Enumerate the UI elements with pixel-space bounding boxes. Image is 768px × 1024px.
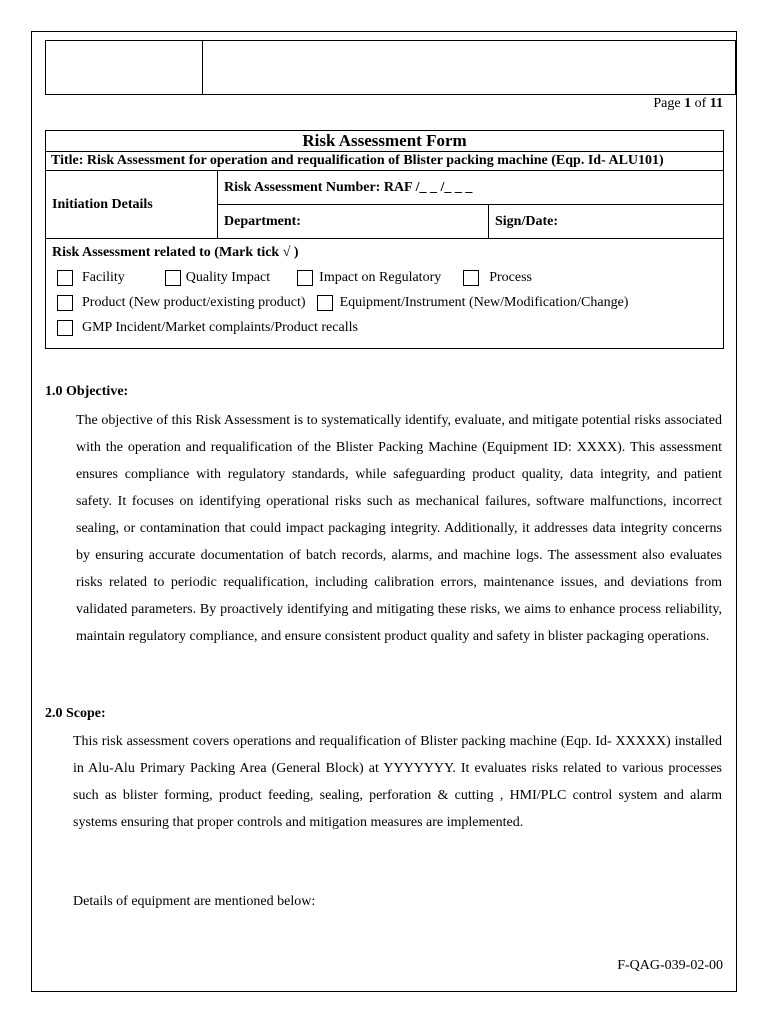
equipment-label: Equipment/Instrument (New/Modification/Change) <box>339 294 629 310</box>
product-label: Product (New product/existing product) <box>82 294 306 310</box>
risk-related-heading: Risk Assessment related to (Mark tick √ ) <box>52 245 299 260</box>
initiation-details-label: Initiation Details <box>46 171 218 239</box>
form-code: F-QAG-039-02-00 <box>617 958 723 973</box>
gmp-checkbox[interactable] <box>57 320 73 336</box>
objective-heading: 1.0 Objective: <box>45 384 129 399</box>
option-facility[interactable] <box>57 270 125 286</box>
option-product[interactable] <box>57 295 306 311</box>
equipment-checkbox[interactable] <box>317 295 333 311</box>
equipment-details-text: Details of equipment are mentioned below: <box>73 894 316 909</box>
objective-text: The objective of this Risk Assessment is to systematically identify, evaluate, and mitigate potential risks associated with the operation and requalification of the Blister Packing Machine (Equipment ID: XXXX). This assessment ensures compliance with regulatory standards, while safeguarding product quality, data integrity, and patient safety. It focuses on identifying operational risks such as mechanical failures, software malfunctions, incorrect sealing, or contamination that could impact packaging integrity. Additionally, it addresses data integrity concerns by ensuring accurate documentation of batch records, alarms, and machine logs. The assessment also evaluates risks related to periodic requalification, including calibration errors, maintenance issues, and deviations from validated parameters. By proactively identifying and mitigating these risks, we aims to enhance process reliability, maintain regulatory compliance, and ensure consistent product quality and safety in blister packaging operations. <box>76 413 722 644</box>
option-regulatory[interactable] <box>297 270 441 286</box>
page-total: 11 <box>709 96 723 111</box>
options-row-1 <box>52 265 717 290</box>
process-label: Process <box>489 269 533 285</box>
raf-number-field[interactable]: Risk Assessment Number: RAF /_ _ /_ _ _ <box>218 171 724 205</box>
form-title-line: Title: Risk Assessment for operation and requalification of Blister packing machine (Eqp. Id- ALU101) <box>46 152 724 171</box>
form-heading: Risk Assessment Form <box>46 131 724 152</box>
option-quality-impact[interactable] <box>165 270 270 286</box>
sign-date-field[interactable]: Sign/Date: <box>489 205 724 239</box>
header-logo-box <box>45 40 736 95</box>
quality-impact-checkbox[interactable] <box>165 270 181 286</box>
risk-related-section <box>46 239 724 349</box>
options-row-3 <box>52 315 717 340</box>
page-of: of <box>694 96 707 111</box>
risk-assessment-form-table <box>45 130 724 349</box>
option-process[interactable] <box>463 270 532 286</box>
page-number <box>653 96 723 112</box>
page-current: 1 <box>684 96 692 111</box>
option-gmp[interactable] <box>57 320 358 336</box>
department-field[interactable]: Department: <box>218 205 489 239</box>
header-divider <box>202 41 203 94</box>
page-label: Page <box>653 96 681 111</box>
regulatory-label: Impact on Regulatory <box>319 269 442 285</box>
facility-checkbox[interactable] <box>57 270 73 286</box>
options-row-2 <box>52 290 717 315</box>
gmp-label: GMP Incident/Market complaints/Product recalls <box>82 319 358 335</box>
scope-text: This risk assessment covers operations and requalification of Blister packing machine (Eqp. Id- XXXXX) installed in Alu-Alu Primary Packing Area (General Block) at YYYYYYY. It evaluates risks related to various processes such as blister forming, product feeding, sealing, perforation & cutting , HMI/PLC control system and alarm systems ensuring that proper controls and mitigation measures are implemented. <box>73 734 722 830</box>
facility-label: Facility <box>82 269 125 285</box>
regulatory-checkbox[interactable] <box>297 270 313 286</box>
option-equipment[interactable] <box>317 295 629 311</box>
scope-heading: 2.0 Scope: <box>45 706 106 721</box>
quality-impact-label: Quality Impact <box>185 269 271 285</box>
product-checkbox[interactable] <box>57 295 73 311</box>
process-checkbox[interactable] <box>463 270 479 286</box>
